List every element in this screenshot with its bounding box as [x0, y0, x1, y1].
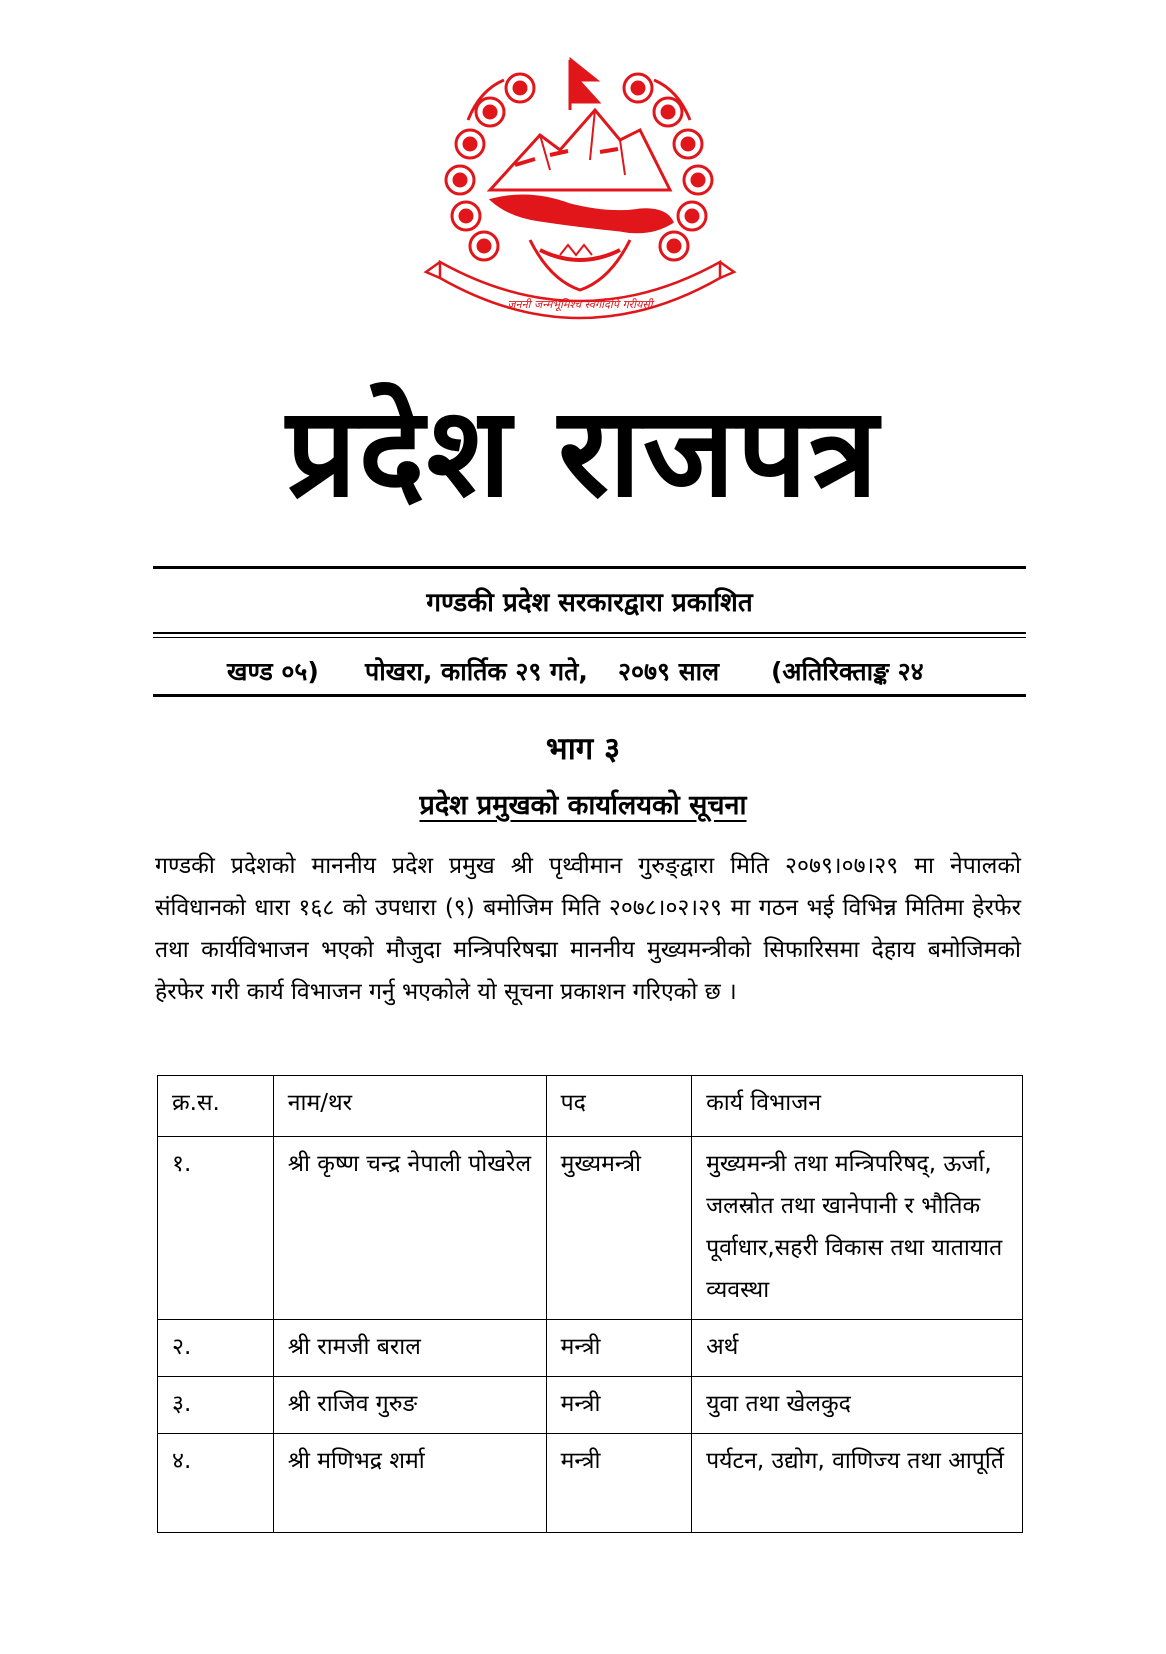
table-row — [158, 1434, 1023, 1533]
middle-rule-upper — [153, 632, 1026, 634]
middle-rule-lower — [153, 637, 1026, 638]
cell-serial: २. — [158, 1320, 274, 1377]
issue-supplement: (अतिरिक्ताङ्क २४ — [771, 657, 924, 686]
cell-post: मन्त्री — [546, 1434, 692, 1533]
publisher-line: गण्डकी प्रदेश सरकारद्वारा प्रकाशित — [426, 588, 753, 618]
cell-name: श्री मणिभद्र शर्मा — [273, 1434, 546, 1533]
top-rule — [153, 566, 1026, 569]
gazette-title: प्रदेश राजपत्र — [286, 381, 880, 525]
cell-name: श्री राजिव गुरुङ — [273, 1377, 546, 1434]
flag-icon — [570, 60, 598, 110]
issue-year: २०७९ साल — [618, 657, 720, 686]
table-header-row — [158, 1076, 1023, 1137]
cell-post: मुख्यमन्त्री — [546, 1137, 692, 1320]
cell-portfolio: पर्यटन, उद्योग, वाणिज्य तथा आपूर्ति — [692, 1434, 1023, 1533]
cell-portfolio: अर्थ — [692, 1320, 1023, 1377]
header-portfolio: कार्य विभाजन — [692, 1076, 1023, 1137]
header-name: नाम/थर — [273, 1076, 546, 1137]
cell-name: श्री कृष्ण चन्द्र नेपाली पोखरेल — [273, 1137, 546, 1320]
header-post: पद — [546, 1076, 692, 1137]
cell-post: मन्त्री — [546, 1377, 692, 1434]
map-icon — [492, 196, 672, 232]
section-heading: भाग ३ — [545, 731, 621, 767]
cell-serial: ४. — [158, 1434, 274, 1533]
emblem-graphic — [420, 40, 740, 340]
cell-serial: ३. — [158, 1377, 274, 1434]
table-row — [158, 1377, 1023, 1434]
bottom-rule — [153, 694, 1026, 697]
cell-post: मन्त्री — [546, 1320, 692, 1377]
cell-serial: १. — [158, 1137, 274, 1320]
mountain-icon — [490, 110, 670, 190]
cell-portfolio: युवा तथा खेलकुद — [692, 1377, 1023, 1434]
cell-name: श्री रामजी बराल — [273, 1320, 546, 1377]
notice-heading — [0, 786, 1166, 826]
issue-place-date: पोखरा, कार्तिक २९ गते, — [365, 657, 588, 686]
table-row — [158, 1137, 1023, 1320]
emblem-motto: जननी जन्मभूमिश्च स्वर्गादपि गरीयसी — [507, 298, 653, 311]
cabinet-table — [157, 1075, 1023, 1533]
handshake-icon — [530, 240, 630, 290]
notice-heading-text: प्रदेश प्रमुखको कार्यालयको सूचना — [419, 790, 747, 821]
cell-portfolio: मुख्यमन्त्री तथा मन्त्रिपरिषद्, ऊर्जा, जलस्रोत तथा खानेपानी र भौतिक पूर्वाधार,सहरी विकास तथा यातायात व्यवस्था — [692, 1137, 1023, 1320]
issue-volume: खण्ड ०५) — [227, 657, 319, 686]
table-row — [158, 1320, 1023, 1377]
header-serial: क्र.स. — [158, 1076, 274, 1137]
coat-of-arms-emblem — [420, 40, 740, 340]
notice-body: गण्डकी प्रदेशको माननीय प्रदेश प्रमुख श्री पृथ्वीमान गुरुङ्द्वारा मिति २०७९।०७।२९ मा नेपालको संविधानको धारा १६८ को उपधारा (९) बमोजिम मिति २०७८।०२।२९ मा गठन भई विभिन्न मितिमा हेरफेर तथा कार्यविभाजन भएको मौजुदा मन्त्रिपरिषद्मा माननीय मुख्यमन्त्रीको सिफारिसमा देहाय बमोजिमको हेरफेर गरी कार्य विभाजन गर्नु भएकोले यो सूचना प्रकाशन गरिएको छ । — [155, 853, 1021, 1005]
